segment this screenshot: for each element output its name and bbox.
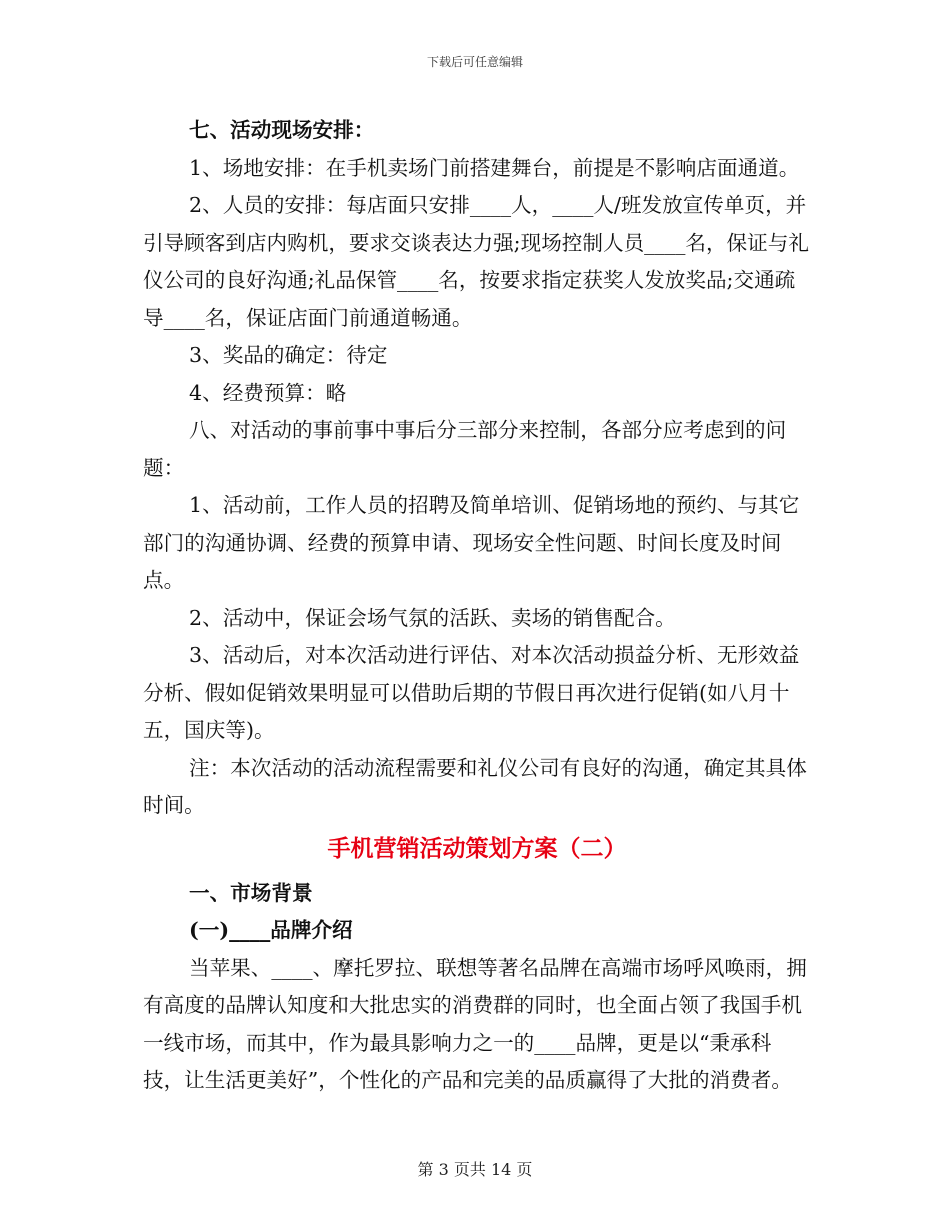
paragraph-venue: 1、场地安排：在手机卖场门前搭建舞台，前提是不影响店面通道。 (189, 155, 800, 180)
paragraph-budget: 4、经费预算：略 (189, 380, 347, 405)
page-header: 下载后可任意编辑 (426, 55, 523, 69)
paragraph-brand-intro: 当苹果、____、摩托罗拉、联想等著名品牌在高端市场呼风唤雨，拥有高度的品牌认知度和大批忠实的消费群的同时，也全面占领了我国手机一线市场，而其中，作为最具影响力之一的____品牌，更是以“秉承科技，让生活更美好”，个性化的产品和完美的品质赢得了大批的消费者。 (143, 955, 807, 1092)
paragraph-after-event: 3、活动后，对本次活动进行评估、对本次活动损益分析、无形效益分析、假如促销效果明显可以借助后期的节假日再次进行促销(如八月十五，国庆等)。 (143, 643, 800, 742)
section-heading-1: 一、市场背景 (189, 880, 313, 905)
section-heading-7: 七、活动现场安排： (189, 118, 375, 142)
paragraph-prizes: 3、奖品的确定：待定 (189, 343, 388, 367)
section-heading-8: 八、对活动的事前事中事后分三部分来控制，各部分应考虑到的问题： (143, 418, 787, 480)
paragraph-note: 注：本次活动的活动流程需要和礼仪公司有良好的沟通，确定其具体时间。 (143, 755, 807, 817)
document-body (143, 112, 811, 1100)
paragraph-staffing: 2、人员的安排：每店面只安排____人，____人/班发放宣传单页，并引导顾客到店内购机，要求交谈表达力强;现场控制人员____名，保证与礼仪公司的良好沟通;礼品保管____名，按要求指定获奖人发放奖品;交通疏导____名，保证店面门前通道畅通。 (143, 193, 809, 330)
subsection-heading-brand: (一)____品牌介绍 (189, 918, 353, 942)
paragraph-before-event: 1、活动前，工作人员的招聘及简单培训、促销场地的预约、与其它部门的沟通协调、经费的预算申请、现场安全性问题、时间长度及时间点。 (143, 493, 800, 592)
page-footer: 第 3 页共 14 页 (417, 1160, 533, 1179)
document-title: 手机营销活动策划方案（二） (327, 834, 627, 862)
paragraph-during-event: 2、活动中，保证会场气氛的活跃、卖场的销售配合。 (189, 605, 676, 630)
